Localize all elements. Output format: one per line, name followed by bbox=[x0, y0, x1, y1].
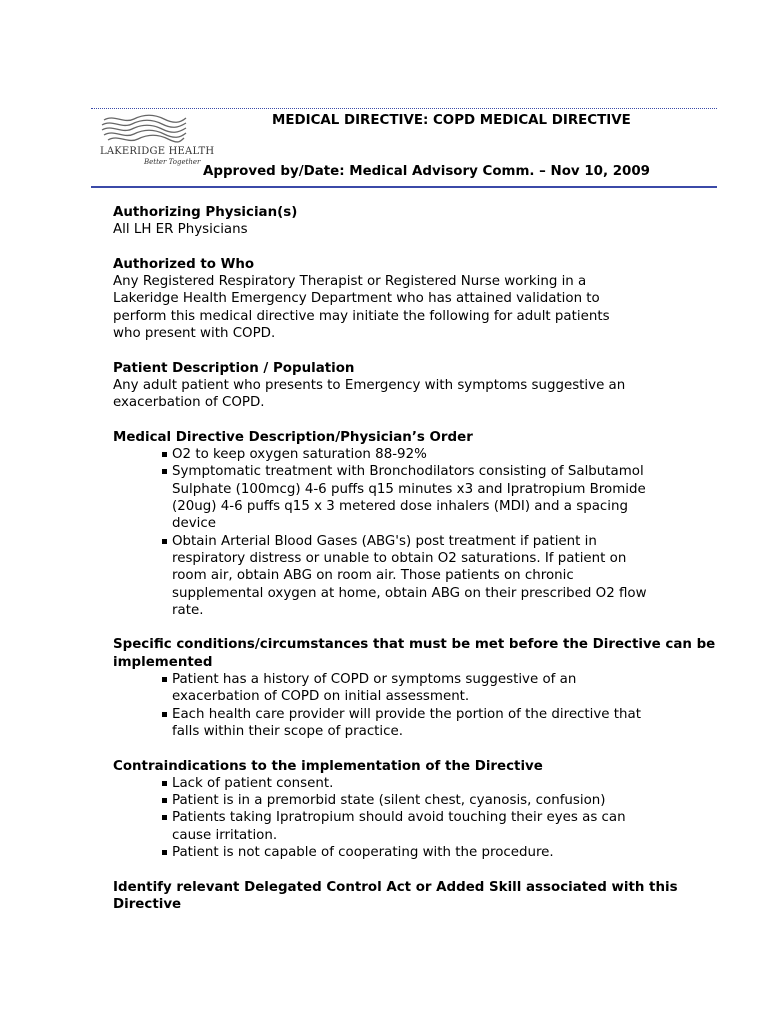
list-item: Patient has a history of COPD or symptoms suggestive of an exacerbation of COPD on initial assessment. bbox=[159, 671, 659, 706]
contraindications-list bbox=[113, 775, 659, 861]
specific-conditions-section bbox=[113, 636, 723, 740]
list-item: Obtain Arterial Blood Gases (ABG's) post treatment if patient in respiratory distress or unable to obtain O2 saturations. If patient on room air, obtain ABG on room air. Those patients on chronic supplemental oxygen at home, obtain ABG on their prescribed O2 flow rate. bbox=[159, 533, 659, 619]
section-heading: Authorizing Physician(s) bbox=[113, 205, 298, 220]
list-item: Each health care provider will provide the portion of the directive that falls within their scope of practice. bbox=[159, 706, 659, 741]
section-text: All LH ER Physicians bbox=[113, 222, 248, 238]
section-heading: Authorized to Who bbox=[113, 256, 255, 272]
section-heading: Medical Directive Description/Physician’s Order bbox=[113, 429, 473, 445]
list-item: Symptomatic treatment with Bronchodilators consisting of Salbutamol Sulphate (100mcg) 4-6 puffs q15 minutes x3 and Ipratropium Bromide (20ug) 4-6 puffs q15 x 3 metered dose inhalers (MDI) and a spacing device bbox=[159, 463, 659, 532]
section-heading: Identify relevant Delegated Control Act or Added Skill associated with this Directive bbox=[113, 879, 678, 912]
conditions-list bbox=[113, 671, 659, 740]
order-list bbox=[113, 446, 659, 619]
wave-logo-icon bbox=[100, 114, 190, 146]
section-text: Any Registered Respiratory Therapist or Registered Nurse working in a Lakeridge Health Emergency Department who has attained validation to perform this medical directive may initiate the following for adult patients who present with COPD. bbox=[113, 274, 610, 342]
contraindications-section bbox=[113, 758, 723, 862]
document-title: MEDICAL DIRECTIVE: COPD MEDICAL DIRECTIVE bbox=[272, 113, 631, 128]
list-item: Patient is in a premorbid state (silent chest, cyanosis, confusion) bbox=[159, 792, 659, 809]
directive-description-section bbox=[113, 429, 723, 619]
lakeridge-health-logo bbox=[100, 114, 215, 168]
document-body bbox=[113, 204, 723, 930]
logo-tagline: Better Together bbox=[144, 158, 201, 166]
list-item: Patient is not capable of cooperating with the procedure. bbox=[159, 844, 659, 861]
delegated-act-section bbox=[113, 879, 723, 914]
section-heading: Patient Description / Population bbox=[113, 360, 355, 376]
logo-name: LAKERIDGE HEALTH bbox=[100, 146, 215, 157]
section-heading: Contraindications to the implementation of the Directive bbox=[113, 758, 543, 774]
authorized-to-who-section bbox=[113, 256, 723, 342]
approval-line: Approved by/Date: Medical Advisory Comm. – Nov 10, 2009 bbox=[203, 164, 650, 179]
header-top-rule bbox=[91, 108, 717, 109]
section-text: Any adult patient who presents to Emergency with symptoms suggestive an exacerbation of COPD. bbox=[113, 377, 626, 411]
list-item: O2 to keep oxygen saturation 88-92% bbox=[159, 446, 659, 463]
list-item: Patients taking Ipratropium should avoid touching their eyes as can cause irritation. bbox=[159, 809, 659, 844]
header-bottom-rule bbox=[91, 186, 717, 188]
section-heading: Specific conditions/circumstances that must be met before the Directive can be implemented bbox=[113, 637, 716, 670]
patient-description-section bbox=[113, 360, 723, 412]
list-item: Lack of patient consent. bbox=[159, 775, 659, 792]
authorizing-physicians-section bbox=[113, 204, 723, 239]
